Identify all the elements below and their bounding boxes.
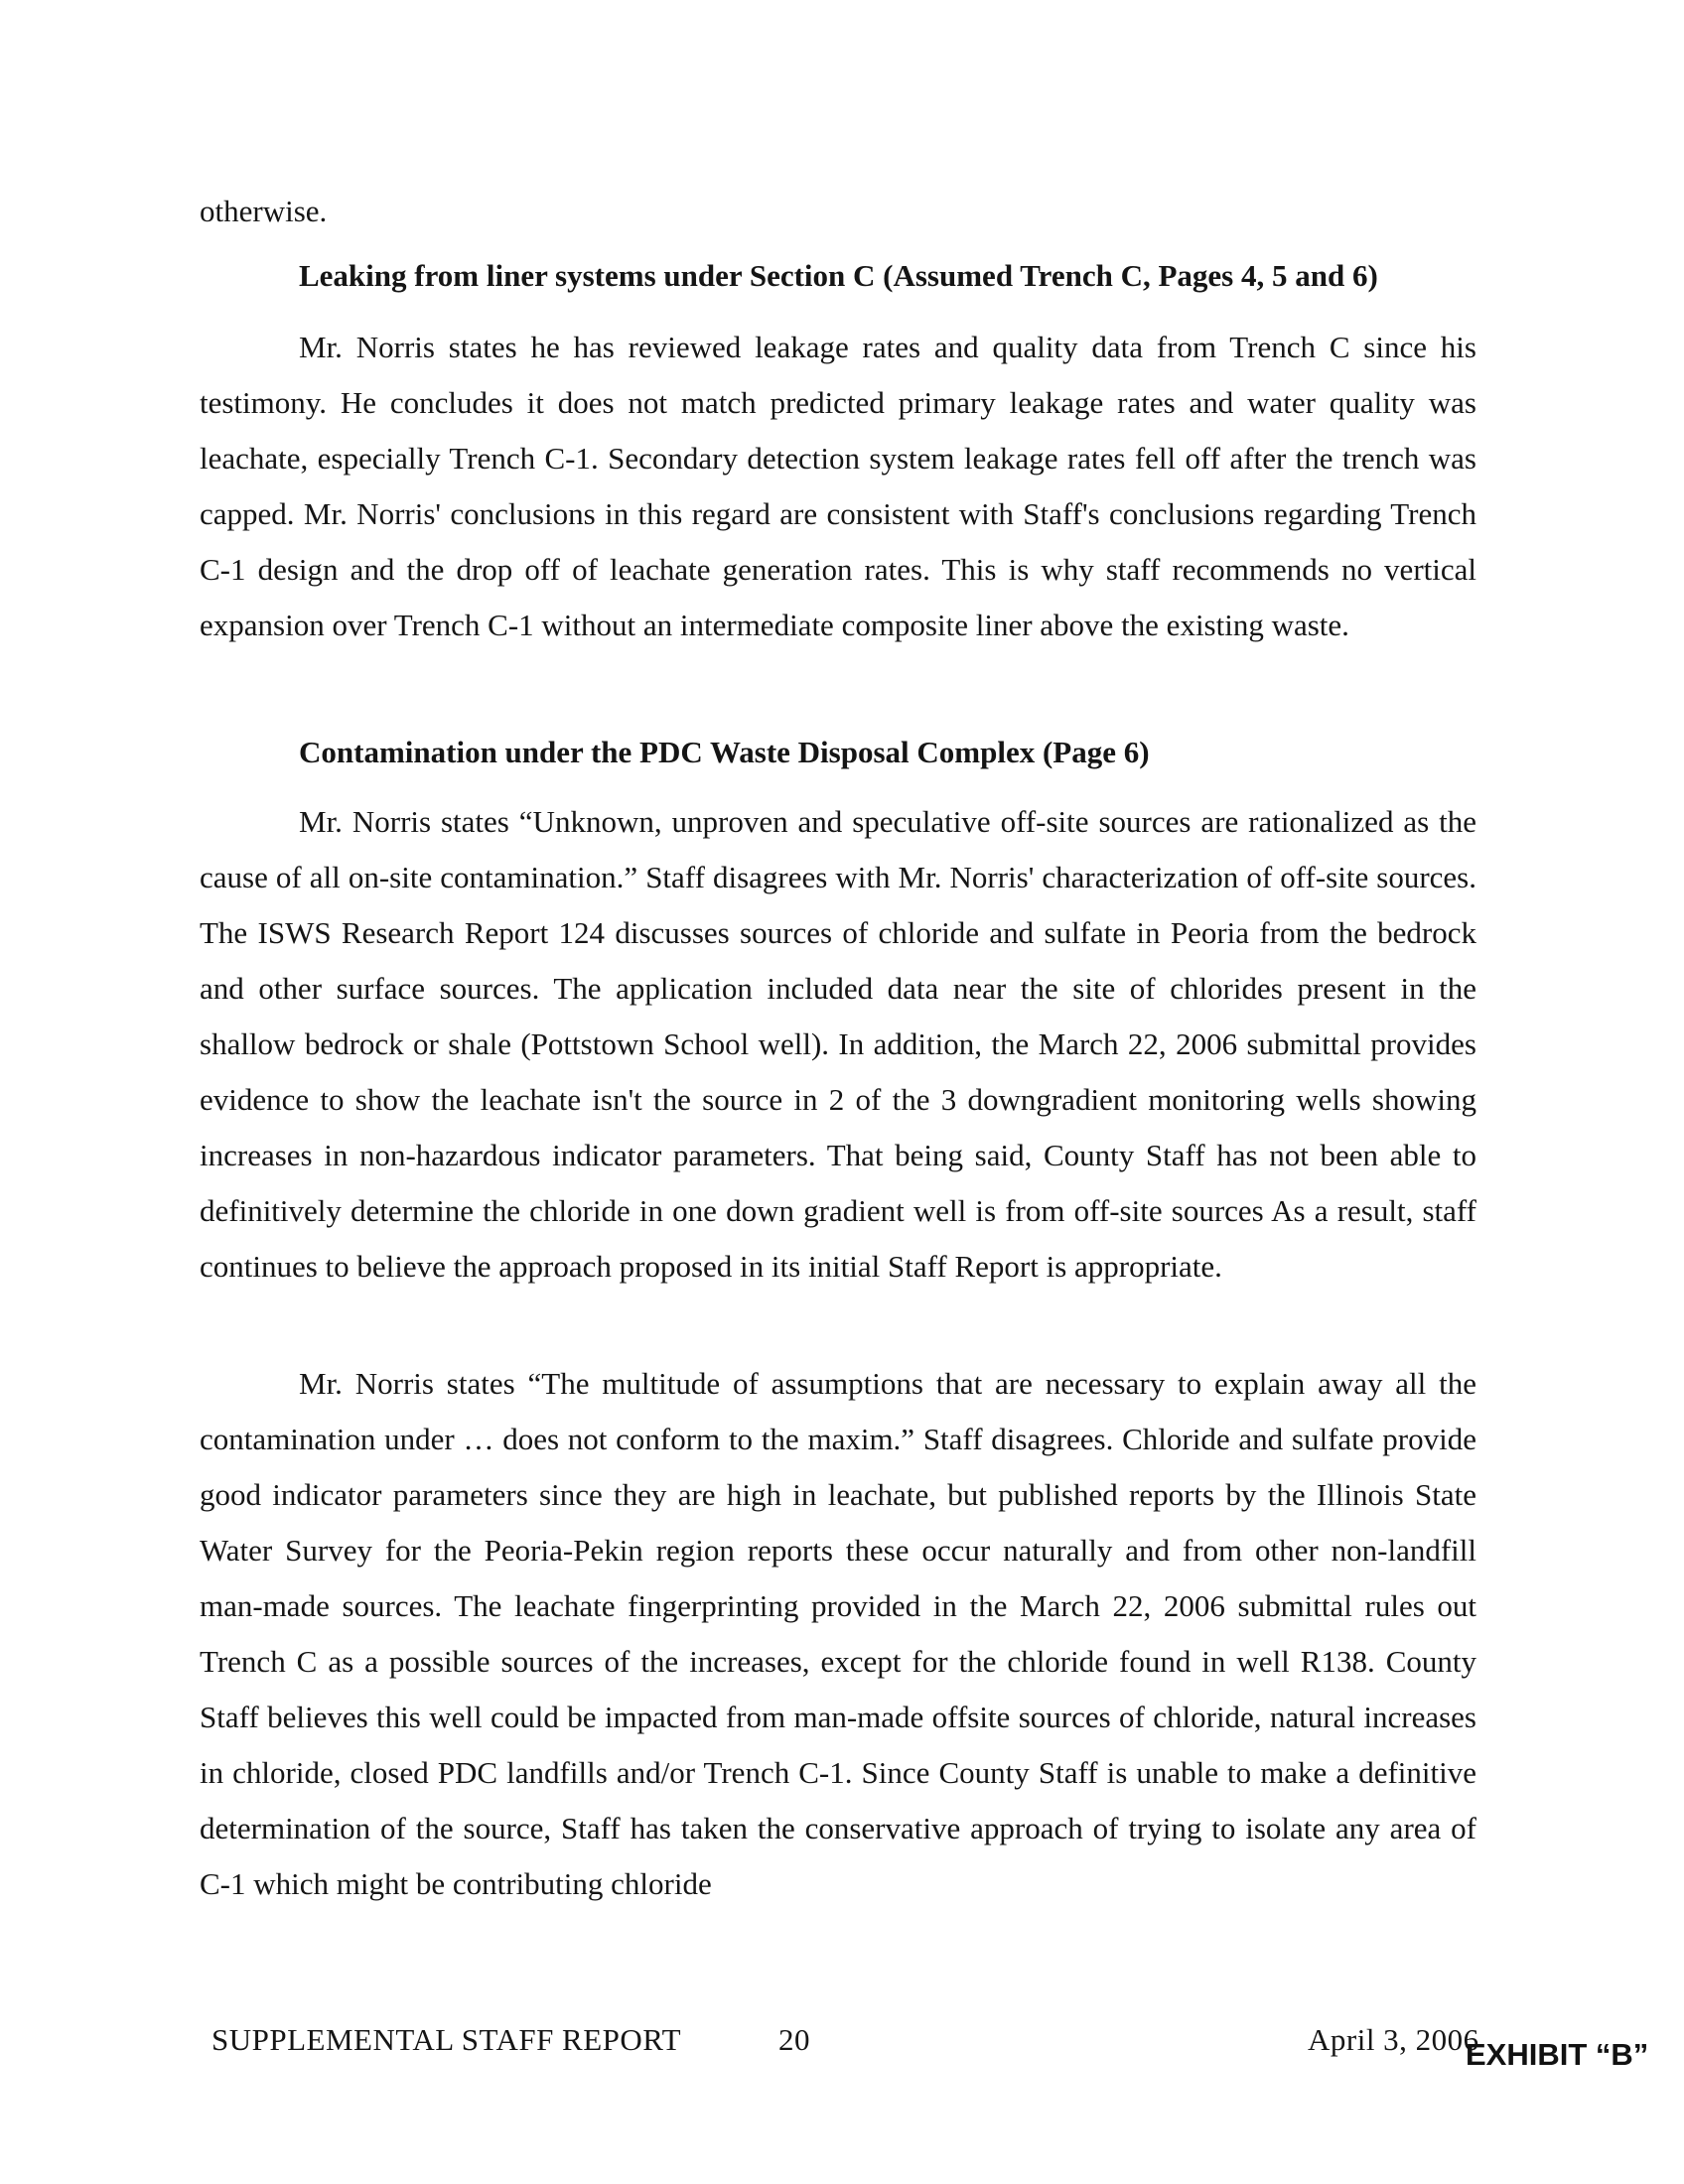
continuation-text: otherwise. [200, 194, 328, 228]
section-heading-contamination: Contamination under the PDC Waste Disposal Complex (Page 6) [299, 735, 1150, 769]
paragraph-leaking-liner: Mr. Norris states he has reviewed leakage rates and quality data from Trench C since his testimony. He concludes it does not match predicted primary leakage rates and water quality was leachate, especially Trench C-1. Secondary detection system leakage rates fell off after the trench was capped. Mr. Norris' conclusions in this regard are consistent with Staff's conclusions regarding Trench C-1 design and the drop off of leachate generation rates. This is why staff recommends no vertical expansion over Trench C-1 without an intermediate composite liner above the existing waste. [200, 330, 1476, 642]
section-heading-leaking-liner: Leaking from liner systems under Section C (Assumed Trench C, Pages 4, 5 and 6) [299, 258, 1378, 293]
exhibit-label: EXHIBIT “B” [1466, 2037, 1649, 2072]
footer-date: April 3, 2006 [1308, 2022, 1479, 2057]
paragraph-multitude-assumptions: Mr. Norris states “The multitude of assumptions that are necessary to explain away all the contamination under … does not conform to the maxim.” Staff disagrees. Chloride and sulfate provide good indicator parameters since they are high in leachate, but published reports by the Illinois State Water Survey for the Peoria-Pekin region reports these occur naturally and from other non-landfill man-made sources. The leachate fingerprinting provided in the March 22, 2006 submittal rules out Trench C as a possible sources of the increases, except for the chloride found in well R138. County Staff believes this well could be impacted from man-made offsite sources of chloride, natural increases in chloride, closed PDC landfills and/or Trench C-1. Since County Staff is unable to make a definitive determination of the source, Staff has taken the conservative approach of trying to isolate any area of C-1 which might be contributing chloride [200, 1366, 1476, 1901]
paragraph-offsite-sources: Mr. Norris states “Unknown, unproven and speculative off-site sources are rationalized as the cause of all on-site contamination.” Staff disagrees with Mr. Norris' characterization of off-site sources. The ISWS Research Report 124 discusses sources of chloride and sulfate in Peoria from the bedrock and other surface sources. The application included data near the site of chlorides present in the shallow bedrock or shale (Pottstown School well). In addition, the March 22, 2006 submittal provides evidence to show the leachate isn't the source in 2 of the 3 downgradient monitoring wells showing increases in non-hazardous indicator parameters. That being said, County Staff has not been able to definitively determine the chloride in one down gradient well is from off-site sources As a result, staff continues to believe the approach proposed in its initial Staff Report is appropriate. [200, 804, 1476, 1284]
footer-page-number: 20 [778, 2022, 810, 2057]
footer-report-title: SUPPLEMENTAL STAFF REPORT [211, 2022, 682, 2057]
